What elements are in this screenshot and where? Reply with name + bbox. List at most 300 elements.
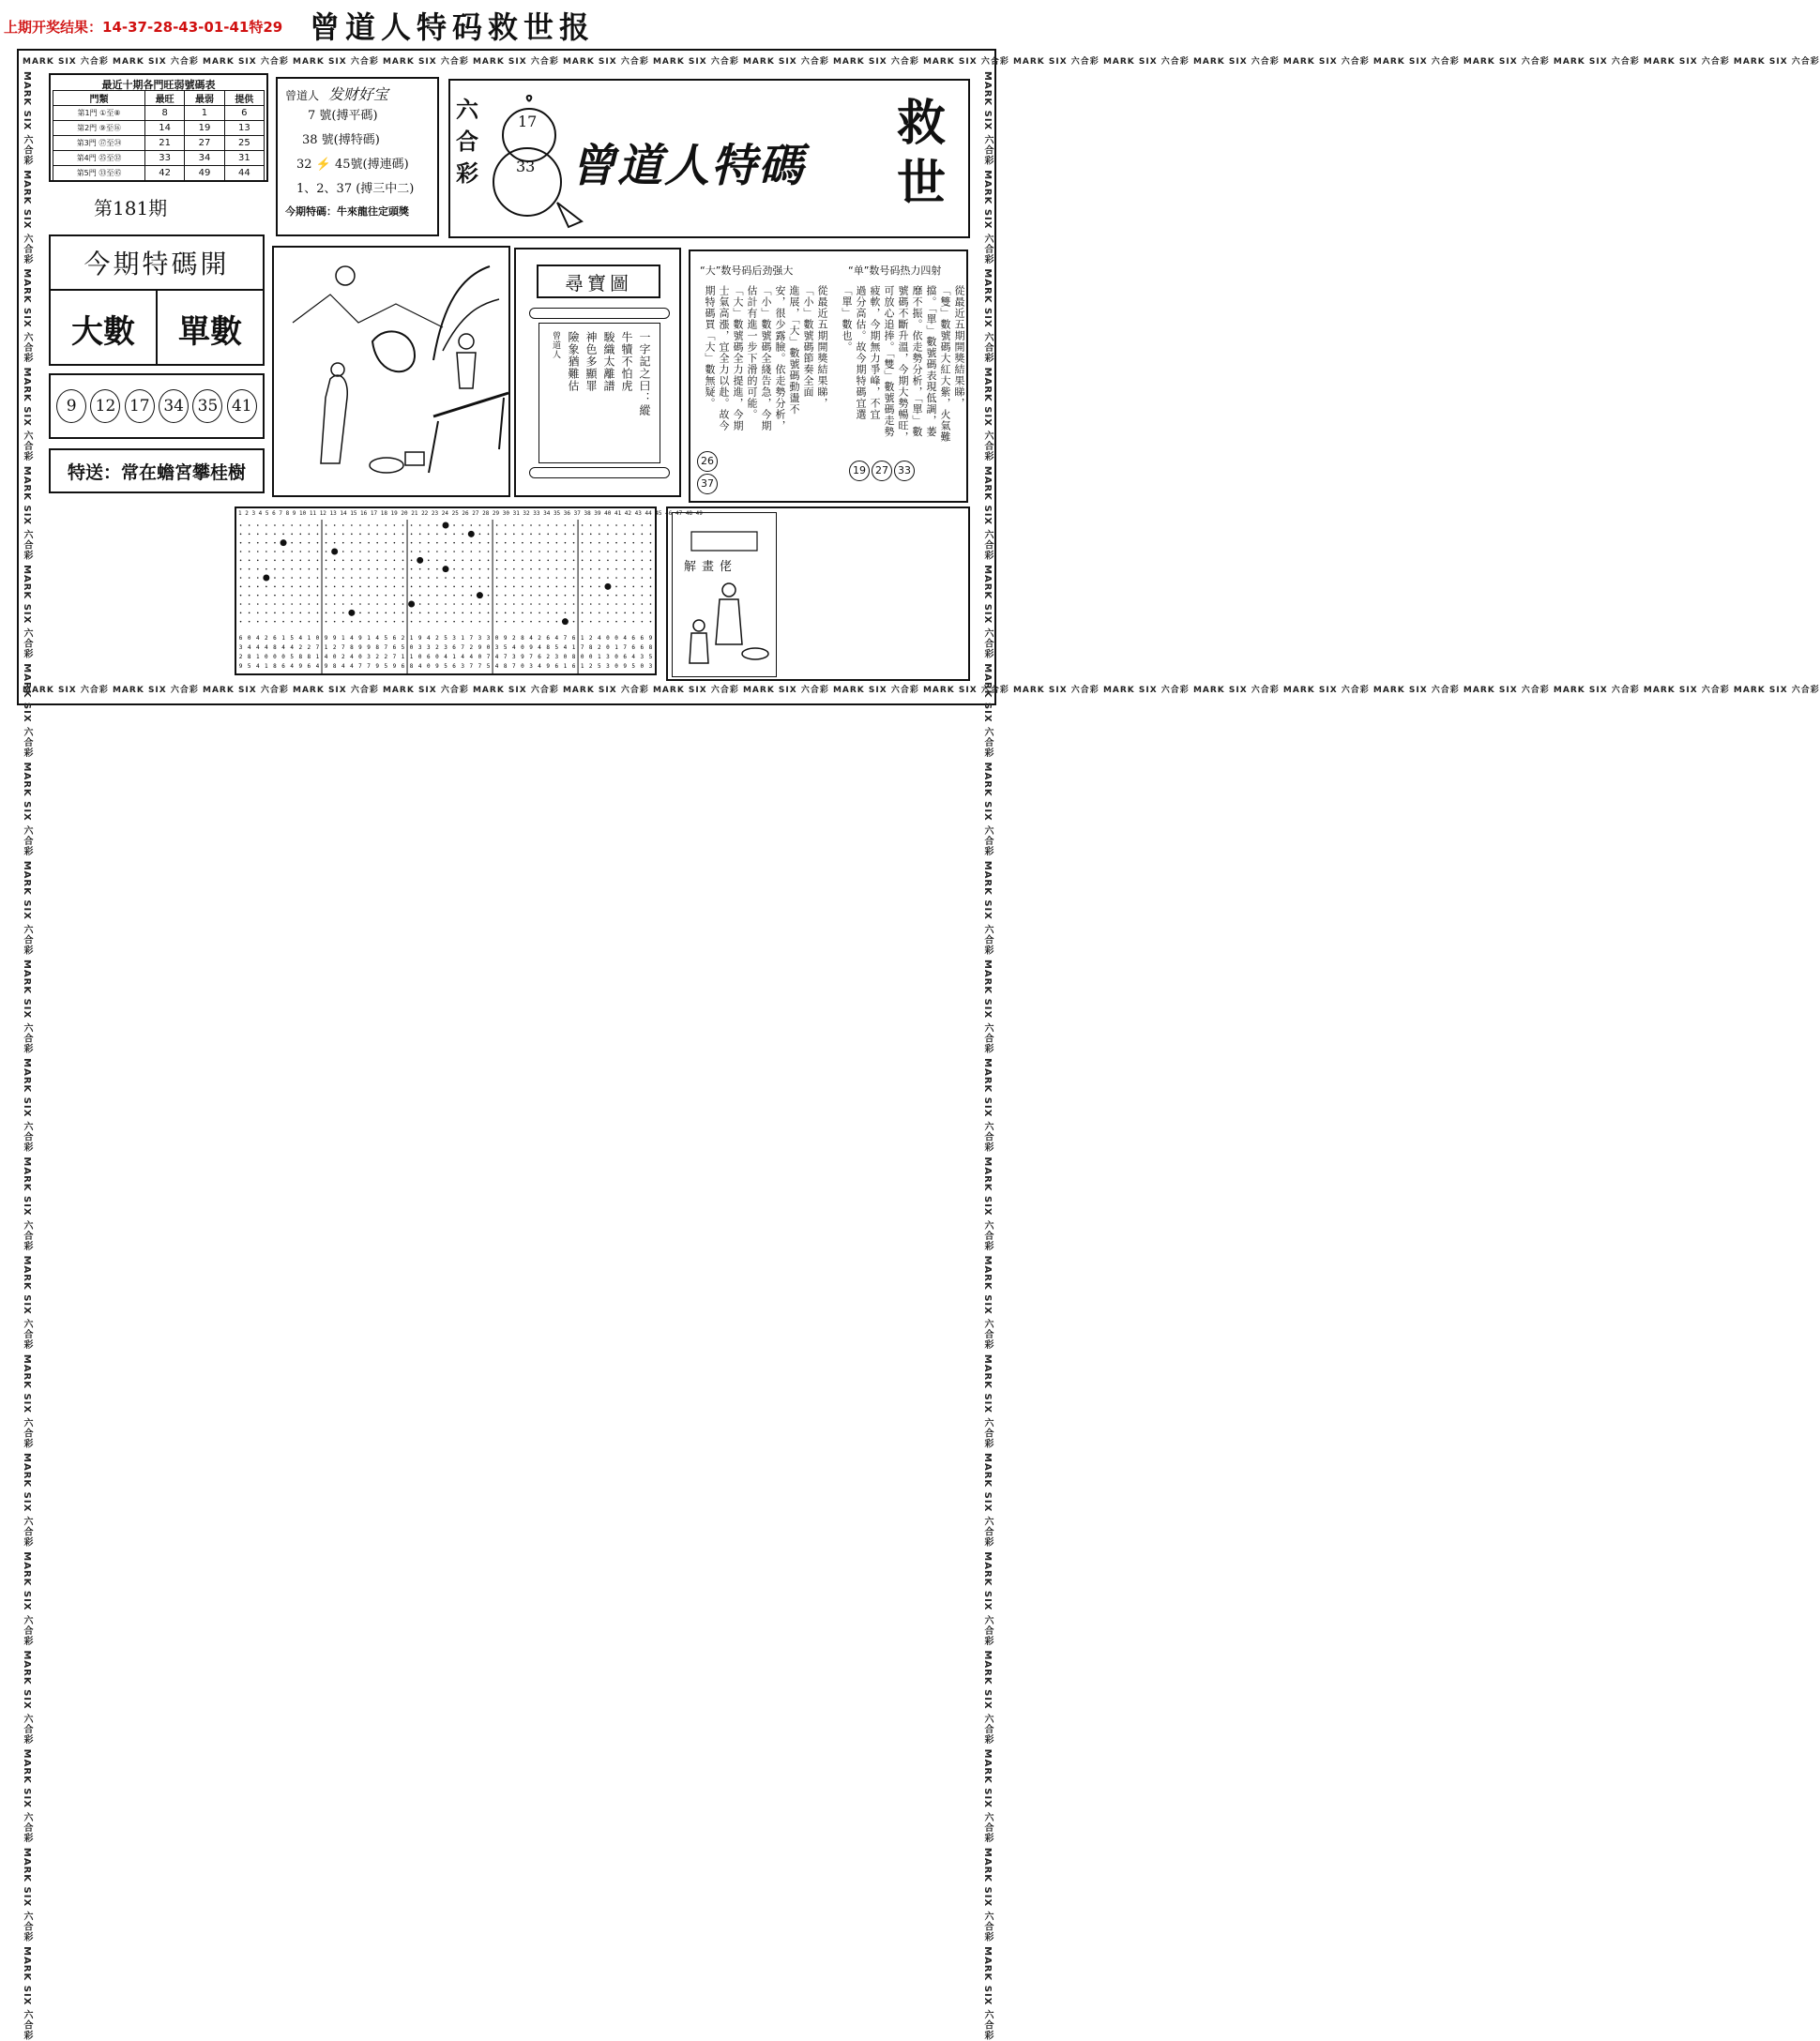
grid-dot xyxy=(445,534,447,536)
grid-dot xyxy=(599,542,600,544)
grid-dot xyxy=(607,577,609,579)
grid-digit: 4 xyxy=(623,635,627,642)
grid-digit: 8 xyxy=(546,644,551,651)
grid-hit-dot xyxy=(408,601,415,608)
grid-dot xyxy=(428,542,430,544)
grid-dot xyxy=(642,577,644,579)
analysis-column: 期特碼買「大」數無疑。 xyxy=(704,285,716,409)
grid-digit: 3 xyxy=(426,644,431,651)
grid-dot xyxy=(402,603,404,605)
grid-dot xyxy=(513,586,515,588)
grid-dot xyxy=(565,586,567,588)
grid-digit: 4 xyxy=(375,635,379,642)
grid-digit: 9 xyxy=(392,663,397,670)
grid-digit: 0 xyxy=(606,635,610,642)
grid-digit: 9 xyxy=(478,644,482,651)
grid-digit: 4 xyxy=(281,644,285,651)
grid-dot xyxy=(359,577,361,579)
grid-dot xyxy=(334,603,336,605)
grid-dot xyxy=(326,577,327,579)
grid-dot xyxy=(359,586,361,588)
grid-dot xyxy=(565,568,567,570)
grid-digit: 9 xyxy=(521,654,524,660)
grid-dot xyxy=(462,612,463,614)
grid-dot xyxy=(411,621,413,623)
grid-digit: 4 xyxy=(350,635,354,642)
grid-dot xyxy=(436,560,438,562)
grid-dot xyxy=(599,577,600,579)
grid-dot xyxy=(282,621,284,623)
grid-dot xyxy=(479,621,481,623)
analysis-column: 疲軟，今期無力爭峰，不宜 xyxy=(869,285,881,420)
bottom-brand-strip xyxy=(23,683,1820,696)
grid-dot xyxy=(257,551,259,552)
grid-digit: 0 xyxy=(265,654,268,660)
grid-dot xyxy=(530,586,532,588)
grid-dot xyxy=(419,595,421,597)
grid-dot xyxy=(453,577,455,579)
grid-dot xyxy=(445,595,447,597)
grid-digit: 6 xyxy=(571,663,576,670)
grid-dot xyxy=(650,524,652,526)
grid-dot xyxy=(547,603,549,605)
treasure-map-box xyxy=(514,248,681,497)
grid-dot xyxy=(565,524,567,526)
grid-digit: 8 xyxy=(350,644,354,651)
grid-dot xyxy=(436,534,438,536)
grid-digit: 6 xyxy=(640,635,645,642)
rank-cell-cold: 34 xyxy=(185,151,224,166)
grid-dot xyxy=(538,568,540,570)
grid-digit: 1 xyxy=(580,635,584,642)
grid-digit: 8 xyxy=(521,635,524,642)
grid-dot xyxy=(505,542,507,544)
grid-dot xyxy=(513,551,515,552)
grid-dot xyxy=(257,524,259,526)
grid-digit: 7 xyxy=(469,635,474,642)
grid-dot xyxy=(590,586,592,588)
grid-digit: 9 xyxy=(435,663,439,670)
grid-dot xyxy=(436,551,438,552)
grid-dot xyxy=(513,595,515,597)
grid-dot xyxy=(385,621,387,623)
grid-dot xyxy=(488,612,490,614)
grid-dot xyxy=(624,586,626,588)
grid-dot xyxy=(299,542,301,544)
grid-dot xyxy=(326,568,327,570)
special-open-big: 大數 xyxy=(51,291,158,366)
grid-dot xyxy=(599,551,600,552)
grid-dot xyxy=(326,612,327,614)
grid-dot xyxy=(632,612,634,614)
grid-dot xyxy=(615,595,617,597)
grid-digit: 6 xyxy=(452,644,456,651)
grid-dot xyxy=(376,621,378,623)
grid-dot xyxy=(240,612,242,614)
grid-dot xyxy=(522,551,523,552)
grid-digit: 2 xyxy=(238,654,243,660)
grid-digit: 4 xyxy=(554,635,559,642)
grid-dot xyxy=(607,621,609,623)
grid-dot xyxy=(479,612,481,614)
grid-digit: 9 xyxy=(648,635,653,642)
grid-dot xyxy=(565,551,567,552)
grid-dot xyxy=(479,568,481,570)
grid-dot xyxy=(496,603,498,605)
grid-digit: 7 xyxy=(529,654,533,660)
grid-dot xyxy=(402,534,404,536)
grid-dot xyxy=(359,551,361,552)
grid-dot xyxy=(479,586,481,588)
grid-dot xyxy=(642,560,644,562)
grid-dot xyxy=(351,534,353,536)
rank-row xyxy=(53,166,265,181)
grid-digit: 5 xyxy=(486,663,491,670)
grid-dot xyxy=(402,612,404,614)
grid-dot xyxy=(556,542,558,544)
rank-cell-door: 第3門 ⑰至㉔ xyxy=(53,136,145,151)
grid-dot xyxy=(599,560,600,562)
grid-digit: 8 xyxy=(375,644,379,651)
grid-dot xyxy=(496,534,498,536)
grid-dot xyxy=(394,603,396,605)
grid-dot xyxy=(615,542,617,544)
grid-dot xyxy=(376,586,378,588)
grid-digit: 0 xyxy=(409,644,414,651)
grid-digit: 8 xyxy=(571,654,576,660)
grid-digit: 5 xyxy=(554,644,559,651)
grid-digit: 3 xyxy=(606,654,610,660)
riddle-box xyxy=(666,506,970,681)
grid-digit: 0 xyxy=(614,635,618,642)
grid-dot xyxy=(547,524,549,526)
grid-dot xyxy=(624,524,626,526)
grid-digit: 8 xyxy=(588,644,593,651)
rank-cell-offer: 31 xyxy=(224,151,264,166)
grid-dot xyxy=(394,542,396,544)
grid-dot xyxy=(299,612,301,614)
grid-dot xyxy=(582,524,584,526)
grid-dot xyxy=(496,568,498,570)
grid-digit: 5 xyxy=(648,654,653,660)
grid-dot xyxy=(309,577,311,579)
grid-dot xyxy=(462,603,463,605)
special-number: 41 xyxy=(227,389,257,423)
grid-dot xyxy=(496,542,498,544)
grid-digit: 6 xyxy=(631,644,636,651)
grid-dot xyxy=(257,568,259,570)
grid-hit-dot xyxy=(281,539,287,546)
grid-digit: 4 xyxy=(290,644,294,651)
grid-dot xyxy=(615,524,617,526)
grid-dot xyxy=(282,534,284,536)
grid-dot xyxy=(530,524,532,526)
grid-digit: 0 xyxy=(494,635,499,642)
grid-digit: 0 xyxy=(247,635,251,642)
grid-dot xyxy=(650,560,652,562)
grid-digit: 4 xyxy=(426,635,431,642)
grid-dot xyxy=(282,612,284,614)
rank-row xyxy=(53,106,265,121)
grid-digit: 3 xyxy=(486,635,491,642)
grid-digit: 4 xyxy=(538,663,541,670)
grid-dot xyxy=(428,551,430,552)
grid-dot xyxy=(573,603,575,605)
grid-dot xyxy=(590,568,592,570)
grid-dot xyxy=(445,542,447,544)
grid-digit: 3 xyxy=(444,644,447,651)
grid-digit: 1 xyxy=(598,654,601,660)
treasure-footer: 曾道人 xyxy=(551,331,560,359)
grid-dot xyxy=(632,534,634,536)
grid-dot xyxy=(299,568,301,570)
logo-ball-top: 17 xyxy=(518,113,538,130)
grid-dot xyxy=(590,603,592,605)
grid-digit: 3 xyxy=(367,654,371,660)
logo-ball-bottom: 33 xyxy=(516,158,536,175)
treasure-line: 神色多顯罪 xyxy=(584,331,598,392)
grid-dot xyxy=(607,534,609,536)
grid-dot xyxy=(428,534,430,536)
grid-digit: 1 xyxy=(281,635,285,642)
grid-dot xyxy=(479,577,481,579)
grid-dot xyxy=(249,603,250,605)
grid-dot xyxy=(607,542,609,544)
grid-digit: 6 xyxy=(392,644,397,651)
grid-digit: 1 xyxy=(255,654,260,660)
grid-dot xyxy=(299,524,301,526)
grid-digit: 4 xyxy=(598,635,601,642)
grid-dot xyxy=(582,534,584,536)
grid-dot xyxy=(479,534,481,536)
rank-cell-cold: 27 xyxy=(185,136,224,151)
grid-dot xyxy=(394,534,396,536)
analysis-column: 「小」數號碼節奏全面 xyxy=(802,285,814,398)
grid-dot xyxy=(359,534,361,536)
special-number: 9 xyxy=(56,389,86,423)
grid-digit: 0 xyxy=(580,654,584,660)
grid-digit: 3 xyxy=(512,654,516,660)
grid-dot xyxy=(385,568,387,570)
analysis-big-heading: “大”数号码后劲强大 xyxy=(700,265,794,277)
grid-dot xyxy=(650,603,652,605)
grid-dot xyxy=(573,542,575,544)
grid-digit: 1 xyxy=(409,654,414,660)
grid-dot xyxy=(505,603,507,605)
tips-slogan: 发财好宝 xyxy=(327,85,388,103)
grid-dot xyxy=(299,551,301,552)
grid-dot xyxy=(471,612,473,614)
grid-dot xyxy=(436,542,438,544)
analysis-box xyxy=(689,249,968,503)
grid-dot xyxy=(615,612,617,614)
grid-dot xyxy=(513,621,515,623)
grid-dot xyxy=(624,595,626,597)
grid-dot xyxy=(496,577,498,579)
grid-hit-dot xyxy=(263,575,269,582)
grid-dot xyxy=(565,577,567,579)
grid-dot xyxy=(428,612,430,614)
grid-dot xyxy=(556,621,558,623)
grid-dot xyxy=(582,586,584,588)
grid-dot xyxy=(342,621,344,623)
grid-dot xyxy=(445,612,447,614)
grid-dot xyxy=(317,568,319,570)
grid-dot xyxy=(317,542,319,544)
grid-digit: 7 xyxy=(469,663,474,670)
rank-table-header xyxy=(53,91,265,106)
grid-digit: 5 xyxy=(247,663,251,670)
grid-digit: 9 xyxy=(546,663,551,670)
grid-dot xyxy=(249,542,250,544)
grid-dot xyxy=(291,560,293,562)
grid-dot xyxy=(522,612,523,614)
col-offer: 提供 xyxy=(224,91,264,106)
grid-digit: 1 xyxy=(409,635,414,642)
grid-dot xyxy=(642,603,644,605)
grid-dot xyxy=(607,603,609,605)
newspaper-title: 曾道人特码救世报 xyxy=(310,9,596,45)
grid-digit: 4 xyxy=(529,635,533,642)
analysis-column: 號碼不斷升溫，今期大勢暢旺， xyxy=(897,285,909,443)
grid-dot xyxy=(488,586,490,588)
grid-dot xyxy=(359,595,361,597)
grid-dot xyxy=(462,534,463,536)
grid-dot xyxy=(488,534,490,536)
rank-row xyxy=(53,151,265,166)
grid-dot xyxy=(632,577,634,579)
grid-digit: 6 xyxy=(392,635,397,642)
grid-dot xyxy=(317,612,319,614)
grid-dot xyxy=(240,595,242,597)
grid-dot xyxy=(240,568,242,570)
grid-dot xyxy=(547,542,549,544)
grid-dot xyxy=(385,542,387,544)
grid-digit: 4 xyxy=(631,654,636,660)
grid-dot xyxy=(624,621,626,623)
grid-dot xyxy=(368,603,370,605)
grid-dot xyxy=(385,560,387,562)
grid-dot xyxy=(556,595,558,597)
grid-dot xyxy=(462,595,463,597)
grid-dot xyxy=(394,568,396,570)
grid-dot xyxy=(299,560,301,562)
grid-digit: 9 xyxy=(367,644,371,651)
grid-dot xyxy=(522,586,523,588)
grid-dot xyxy=(615,560,617,562)
grid-digit: 3 xyxy=(554,654,559,660)
grid-dot xyxy=(453,551,455,552)
grid-dot xyxy=(240,586,242,588)
grid-dot xyxy=(376,534,378,536)
tip-line-1: 7 號(搏平碼) xyxy=(308,109,378,123)
grid-dot xyxy=(411,524,413,526)
grid-dot xyxy=(385,612,387,614)
grid-dot xyxy=(291,595,293,597)
grid-digit: 7 xyxy=(461,644,465,651)
grid-digit: 6 xyxy=(452,663,456,670)
rank-cell-cold: 1 xyxy=(185,106,224,121)
grid-dot xyxy=(342,551,344,552)
grid-dot xyxy=(274,603,276,605)
grid-dot xyxy=(632,560,634,562)
grid-digit: 6 xyxy=(426,654,431,660)
grid-digit: 8 xyxy=(307,654,311,660)
grid-dot xyxy=(326,586,327,588)
grid-dot xyxy=(488,551,490,552)
grid-digit: 1 xyxy=(341,635,345,642)
grid-dot xyxy=(249,621,250,623)
grid-dot xyxy=(547,595,549,597)
grid-dot xyxy=(368,534,370,536)
rank-table-box xyxy=(49,73,268,182)
grid-dot xyxy=(359,524,361,526)
grid-digit: 8 xyxy=(273,663,277,670)
illustration-panel xyxy=(272,246,510,497)
grid-dot xyxy=(607,524,609,526)
grid-dot xyxy=(471,586,473,588)
grid-dot xyxy=(496,612,498,614)
grid-dot xyxy=(334,542,336,544)
gift-line: 特送：常在蟾宮攀桂樹 xyxy=(49,448,265,493)
grid-dot xyxy=(265,612,267,614)
grid-dot xyxy=(547,577,549,579)
brand-strip-text: MARK SIX 六合彩 MARK SIX 六合彩 MARK SIX 六合彩 MARK SIX 六合彩 MARK SIX 六合彩 MARK SIX 六合彩 MARK SIX 六合彩 MARK SIX 六合彩 MARK SIX 六合彩 MARK SIX 六合彩 MARK SIX 六合彩 MARK SIX 六合彩 MARK SIX 六合彩 MARK SIX 六合彩 MARK SIX 六合彩 MARK SIX 六合彩 MARK SIX 六合彩 MARK SIX 六合彩 MARK SIX 六合彩 MARK SIX 六合彩 xyxy=(23,686,1820,695)
grid-dot xyxy=(334,568,336,570)
grid-dot xyxy=(385,586,387,588)
grid-dot xyxy=(351,524,353,526)
treasure-line: 險象猶難估 xyxy=(567,331,580,392)
analysis-column: 士氣高漲，宜全力以赴。故今 xyxy=(718,285,730,431)
col-door: 門類 xyxy=(53,91,145,106)
grid-dot xyxy=(436,568,438,570)
grid-dot xyxy=(453,534,455,536)
grid-dot xyxy=(538,595,540,597)
grid-dot xyxy=(376,577,378,579)
grid-dot xyxy=(615,621,617,623)
grid-dot xyxy=(291,603,293,605)
grid-digit: 3 xyxy=(606,663,610,670)
grid-dot xyxy=(650,586,652,588)
grid-dot xyxy=(650,612,652,614)
grid-dot xyxy=(317,551,319,552)
grid-digit: 7 xyxy=(384,644,388,651)
grid-dot xyxy=(530,595,532,597)
grid-dot xyxy=(599,621,600,623)
grid-dot xyxy=(282,595,284,597)
grid-dot xyxy=(522,534,523,536)
grid-dot xyxy=(436,595,438,597)
grid-dot xyxy=(538,524,540,526)
grid-dot xyxy=(624,560,626,562)
grid-dot xyxy=(265,586,267,588)
grid-dot xyxy=(419,568,421,570)
grid-dot xyxy=(351,586,353,588)
grid-dot xyxy=(642,542,644,544)
grid-dot xyxy=(240,551,242,552)
rank-table-title: 最近十期各門旺弱號碼表 xyxy=(101,79,216,91)
grid-dot xyxy=(428,577,430,579)
grid-dot xyxy=(590,542,592,544)
grid-dot xyxy=(488,603,490,605)
analysis-odd-numbers xyxy=(848,460,923,482)
grid-digit: 0 xyxy=(614,654,618,660)
treasure-line: 牛犢不怕虎 xyxy=(620,331,633,392)
grid-dot xyxy=(453,568,455,570)
grid-dot xyxy=(496,551,498,552)
col-cold: 最弱 xyxy=(185,91,224,106)
grid-dot xyxy=(599,612,600,614)
